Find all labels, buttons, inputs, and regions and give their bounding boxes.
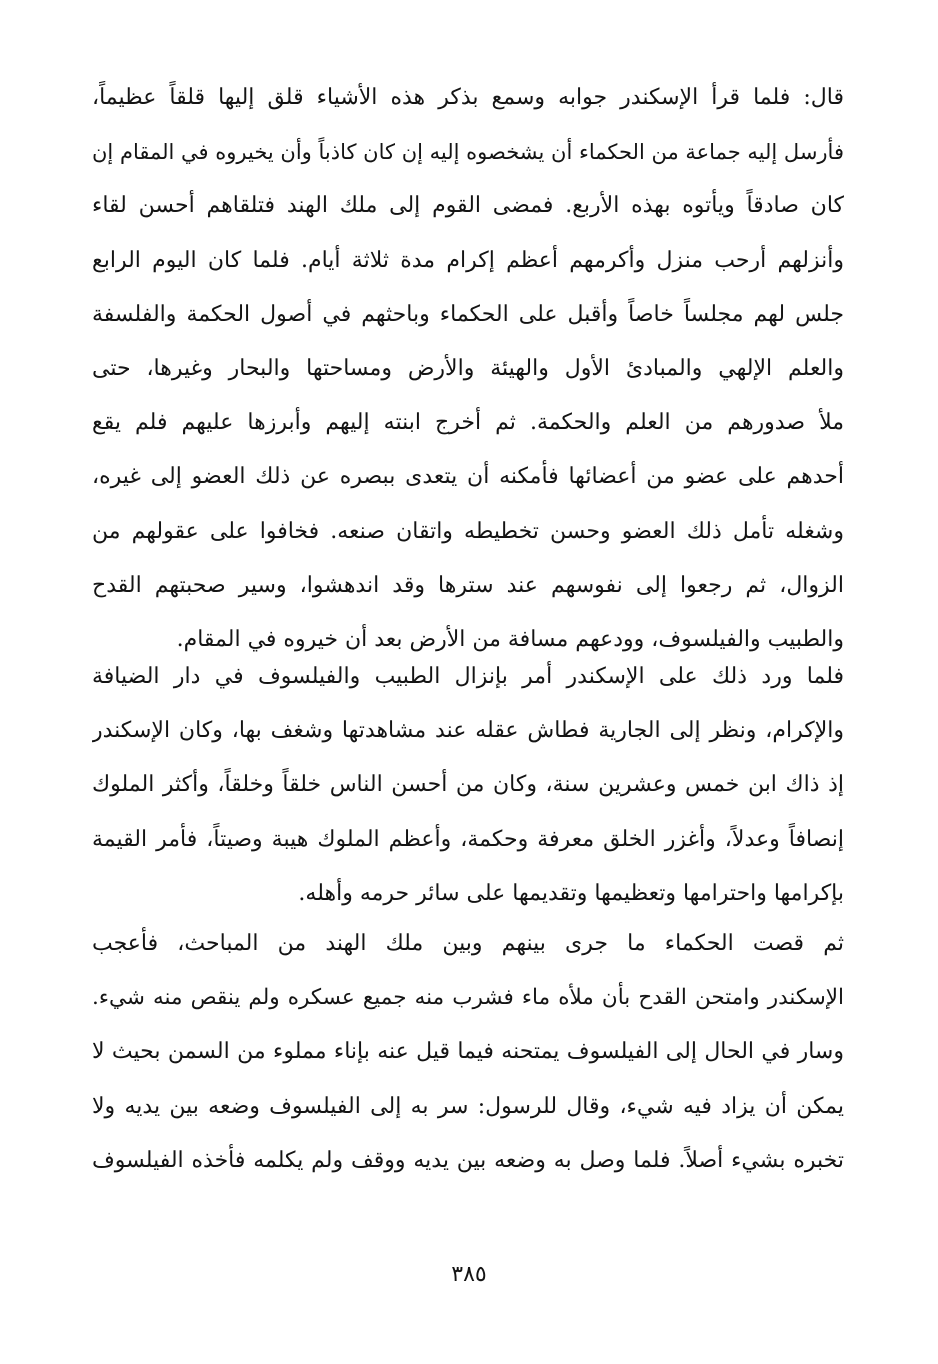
text-line: والإكرام، ونظر إلى الجارية فطاش عقله عند مشاهدتها وشغف بها، وكان الإسكندر: [92, 718, 844, 744]
text-line: وشغله تأمل ذلك العضو وحسن تخطيطه واتقان صنعه. فخافوا على عقولهم من: [92, 518, 844, 544]
text-line: جلس لهم مجلساً خاصاً وأقبل على الحكماء وباحثهم في أصول الحكمة والفلسفة: [92, 301, 844, 327]
text-line: إذ ذاك ابن خمس وعشرين سنة، وكان من أحسن الناس خلقاً وخلقاً، وأكثر الملوك: [92, 772, 844, 798]
text-line: ثم قصت الحكماء ما جرى بينهم وبين ملك الهند من المباحث، فأعجب: [92, 931, 844, 956]
paragraph-2: [92, 650, 844, 921]
text-line: ملأ صدورهم من العلم والحكمة. ثم أخرج ابنته إليهم وأبرزها عليهم فلم يقع: [92, 410, 844, 436]
text-line: فلما ورد ذلك على الإسكندر أمر بإنزال الطبيب والفيلسوف في دار الضيافة: [92, 664, 844, 689]
text-line: الزوال، ثم رجعوا إلى نفوسهم عند سترها وقد اندهشوا، وسير صحبتهم القدح: [92, 572, 844, 598]
text-line: وأنزلهم أرحب منزل وأكرمهم أعظم إكرام مدة ثلاثة أيام. فلما كان اليوم الرابع: [92, 247, 844, 273]
paragraph-3: [92, 917, 844, 1188]
text-line: والعلم الإلهي والمبادئ الأول والهيئة والأرض ومساحتها والبحار وغيرها، حتى: [92, 355, 844, 381]
text-line: والطبيب والفيلسوف، وودعهم مسافة من الأرض بعد أن خيروه في المقام.: [176, 626, 844, 652]
page-number: ٣٨٥: [451, 1262, 487, 1287]
text-line: فأرسل إليه جماعة من الحكماء أن يشخصوه إليه إن كان كاذباً وأن يخيروه في المقام إن: [92, 140, 844, 165]
text-line: الإسكندر وامتحن القدح بأن ملأه ماء فشرب منه جميع عسكره ولم ينقص منه شيء.: [92, 985, 844, 1011]
text-line: قال: فلما قرأ الإسكندر جوابه وسمع بذكر هذه الأشياء قلق إليها قلقاً عظيماً،: [92, 85, 844, 110]
text-line: كان صادقاً ويأتوه بهذه الأربع. فمضى القوم إلى ملك الهند فتلقاهم أحسن لقاء: [92, 193, 844, 219]
text-line: بإكرامها واحترامها وتعظيمها وتقديمها على سائر حرمه وأهله.: [298, 880, 844, 906]
text-line: تخبره بشيء أصلاً. فلما وصل به وضعه بين يديه ووقف ولم يكلمه فأخذه الفيلسوف: [92, 1147, 844, 1173]
text-line: وسار في الحال إلى الفيلسوف يمتحنه فيما قيل عنه بإناء مملوء من السمن بحيث لا: [92, 1039, 844, 1065]
text-line: إنصافاً وعدلاً، وأغزر الخلق معرفة وحكمة، وأعظم الملوك هيبة وصيتاً، فأمر القيمة: [92, 826, 844, 852]
text-line: يمكن أن يزاد فيه شيء، وقال للرسول: سر به إلى الفيلسوف وضعه بين يديه ولا: [92, 1093, 844, 1119]
paragraph-1: [92, 71, 844, 667]
text-line: أحدهم على عضو من أعضائها فأمكنه أن يتعدى ببصره عن ذلك العضو إلى غيره،: [92, 464, 844, 490]
